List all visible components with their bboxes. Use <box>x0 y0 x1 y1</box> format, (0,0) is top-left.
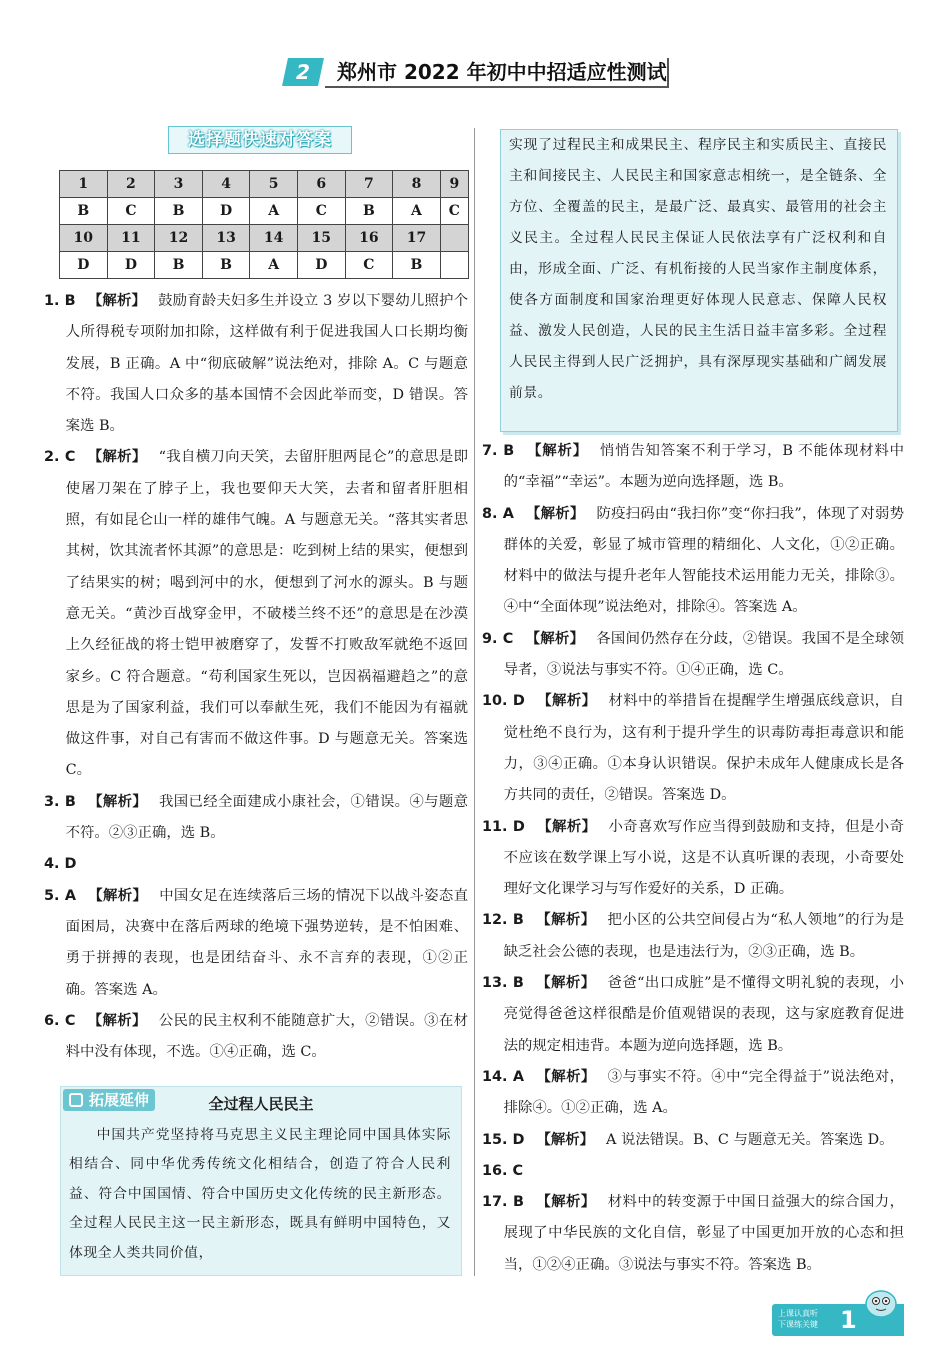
answer-cell: B <box>393 252 441 279</box>
question-number: 2. C <box>44 449 76 466</box>
answer-cell: 15 <box>297 225 345 252</box>
analysis-tag: 【解析】 <box>536 818 597 835</box>
answer-cell: B <box>155 198 203 225</box>
answer-cell <box>440 252 468 279</box>
answer-cell: D <box>202 198 250 225</box>
analysis-tag: 【解析】 <box>525 505 585 522</box>
answer-explanation <box>44 286 468 442</box>
answer-cell: B <box>345 198 393 225</box>
column-divider <box>474 128 475 1276</box>
explanation-text: 把小区的公共空间侵占为“私人领地”的行为是缺乏社会公德的表现，也是违法行为，②③正确，选 B。 <box>503 912 904 960</box>
answer-explanation <box>44 1006 468 1069</box>
analysis-tag: 【解析】 <box>526 443 588 459</box>
explanation-text: 防疫扫码由“我扫你”变“你扫我”，体现了对弱势群体的关爱，彰显了城市管理的精细化、人文化，①②正确。材料中的做法与提升老年人智能技术运用能力无关，排除③。④中“全面体现”说法绝对，排除④。答案选 A。 <box>503 505 904 616</box>
question-number: 9. C <box>482 630 514 647</box>
question-number: 5. A <box>44 887 76 904</box>
explanation-text: ③与事实不符。④中“完全得益于”说法绝对，排除④。①②正确，选 A。 <box>503 1068 904 1117</box>
footer-slogan <box>778 1308 818 1330</box>
section-number: 2 <box>282 58 324 86</box>
footer-line-2: 下课练关键 <box>778 1320 818 1329</box>
header-edge <box>667 58 669 88</box>
answer-explanation <box>44 787 468 850</box>
analysis-tag: 【解析】 <box>536 693 597 710</box>
answer-cell: C <box>440 198 468 225</box>
answer-letter-row <box>60 198 469 225</box>
answer-table <box>59 170 469 279</box>
extension-box <box>60 1086 462 1276</box>
mascot-icon <box>862 1284 900 1320</box>
answer-cell: 16 <box>345 225 393 252</box>
analysis-tag: 【解析】 <box>87 293 147 309</box>
page-number: 1 <box>840 1306 857 1334</box>
question-number: 4. D <box>44 856 77 873</box>
answer-cell: 11 <box>107 225 155 252</box>
answer-cell: 2 <box>107 171 155 198</box>
answer-cell: 14 <box>250 225 298 252</box>
answer-cell: C <box>107 198 155 225</box>
answer-cell: C <box>345 252 393 279</box>
answer-cell <box>440 225 468 252</box>
answer-explanation <box>482 968 904 1062</box>
extension-title: 全过程人民民主 <box>208 1095 314 1113</box>
answer-cell: A <box>250 198 298 225</box>
answer-explanation <box>482 1187 904 1281</box>
explanation-text: 材料中的举措旨在提醒学生增强底线意识，自觉杜绝不良行为，这有利于提升学生的识毒防毒拒毒意识和能力，③④正确。①本身认识错误。保护未成年人健康成长是各方共同的责任，②错误。答案选 D。 <box>503 693 904 804</box>
question-number: 10. D <box>482 693 525 710</box>
page-header <box>285 58 669 88</box>
answer-cell: D <box>60 252 108 279</box>
answer-explanation <box>482 812 904 906</box>
extension-tag-label: 拓展延伸 <box>89 1091 150 1109</box>
explanation-text: 小奇喜欢写作应当得到鼓励和支持，但是小奇不应该在数学课上写小说，这是不认真听课的表现，小奇要处理好文化课学习与写作爱好的关系，D 正确。 <box>503 818 904 898</box>
question-number: 1. B <box>44 293 76 309</box>
analysis-tag: 【解析】 <box>536 1131 595 1148</box>
left-column <box>44 286 468 1068</box>
answer-number-row <box>60 225 469 252</box>
answer-cell: B <box>202 252 250 279</box>
question-number: 15. D <box>482 1131 525 1148</box>
explanation-text: 中国女足在连续落后三场的情况下以战斗姿态直面困局，决赛中在落后两球的绝境下强势逆转，是不怕困难、勇于拼搏的表现，也是团结奋斗、永不言弃的表现，①②正确。答案选 A。 <box>65 887 468 998</box>
answer-explanation <box>44 849 468 880</box>
answer-cell: A <box>250 252 298 279</box>
analysis-tag: 【解析】 <box>87 1012 147 1029</box>
extension-continued-box <box>500 129 898 432</box>
question-number: 13. B <box>482 975 524 992</box>
answer-explanation <box>482 905 904 968</box>
answer-explanation <box>44 881 468 1006</box>
analysis-tag: 【解析】 <box>87 449 147 466</box>
explanation-text: 我国已经全面建成小康社会，①错误。④与题意不符。②③正确，选 B。 <box>65 793 468 842</box>
answer-cell: 7 <box>345 171 393 198</box>
answer-cell: 5 <box>250 171 298 198</box>
explanation-text: 各国间仍然存在分歧，②错误。我国不是全球领导者，③说法与事实不符。①④正确，选 C。 <box>503 630 904 679</box>
answer-cell: D <box>107 252 155 279</box>
answer-cell: 4 <box>202 171 250 198</box>
explanation-text: 悄悄告知答案不利于学习，B 不能体现材料中的“幸福”“幸运”。本题为逆向选择题，选 B。 <box>503 443 904 491</box>
answer-cell: 10 <box>60 225 108 252</box>
answer-explanation <box>482 436 904 499</box>
right-column <box>482 436 904 1281</box>
answer-explanation <box>482 1062 904 1125</box>
question-number: 17. B <box>482 1194 524 1211</box>
page-title: 郑州市 2022 年初中中招适应性测试 <box>337 60 667 84</box>
analysis-tag: 【解析】 <box>535 1194 596 1211</box>
answer-explanation <box>44 442 468 786</box>
explanation-text: 公民的民主权利不能随意扩大，②错误。③在材料中没有体现，不选。①④正确，选 C。 <box>65 1012 468 1061</box>
answer-letter-row <box>60 252 469 279</box>
question-number: 11. D <box>482 818 525 835</box>
answer-number-row <box>60 171 469 198</box>
analysis-tag: 【解析】 <box>535 912 596 929</box>
header-underline <box>325 86 669 88</box>
answer-explanation <box>482 499 904 624</box>
answer-cell: 6 <box>297 171 345 198</box>
question-number: 8. A <box>482 505 514 522</box>
answer-cell: 12 <box>155 225 203 252</box>
answer-cell: A <box>393 198 441 225</box>
extension-text: 中国共产党坚持将马克思主义民主理论同中国具体实际相结合、同中华优秀传统文化相结合，创造了符合人民利益、符合中国国情、符合中国历史文化传统的民主新形态。全过程人民民主这一民主新形态，既具有鲜明中国特色，又体现全人类共同价值， <box>69 1127 451 1261</box>
answer-cell: 13 <box>202 225 250 252</box>
explanation-text: A 说法错误。B、C 与题意无关。答案选 D。 <box>606 1131 894 1148</box>
explanation-text: 爸爸“出口成脏”是不懂得文明礼貌的表现，小亮觉得爸爸这样很酷是价值观错误的表现，这与家庭教育促进法的规定相违背。本题为逆向选择题，选 B。 <box>503 975 904 1054</box>
answer-explanation <box>482 624 904 687</box>
answer-cell: C <box>297 198 345 225</box>
answer-cell: 17 <box>393 225 441 252</box>
answer-explanation <box>482 1156 904 1187</box>
answer-explanation <box>482 686 904 811</box>
answer-cell: B <box>155 252 203 279</box>
answer-cell: D <box>297 252 345 279</box>
answer-cell: 3 <box>155 171 203 198</box>
question-number: 16. C <box>482 1162 524 1179</box>
explanation-text: 材料中的转变源于中国日益强大的综合国力，展现了中华民族的文化自信，彰显了中国更加开放的心态和担当，①②④正确。③说法与事实不符。答案选 B。 <box>503 1194 904 1273</box>
explanation-text: “我自横刀向天笑，去留肝胆两昆仑”的意思是即使屠刀架在了脖子上，我也要仰天大笑，去者和留者肝胆相照，有如昆仑山一样的雄伟气魄。A 与题意无关。“落其实者思其树，饮其流者怀其源”的意思是：吃到树上结的果实，便想到了结果实的树；喝到河中的水，便想到了河水的源头。B 与题意无关。“黄沙百战穿金甲，不破楼兰终不还”的意思是在沙漠上久经征战的将士铠甲被磨穿了，发誓不打败敌军就绝不返回家乡。C 符合题意。“苟利国家生死以，岂因祸福避趋之”的意思是为了国家利益，我们可以奉献生死，我们不能因为有福就做这件事，对自己有害而不做这件事。D 与题意无关。答案选 C。 <box>65 449 468 779</box>
answer-cell: 1 <box>60 171 108 198</box>
answer-cell: 9 <box>440 171 468 198</box>
answer-cell: B <box>60 198 108 225</box>
analysis-tag: 【解析】 <box>535 975 596 992</box>
answer-explanation <box>482 1125 904 1156</box>
analysis-tag: 【解析】 <box>87 793 148 810</box>
question-number: 6. C <box>44 1012 76 1029</box>
question-number: 3. B <box>44 793 76 810</box>
footer-line-1: 上课认真听 <box>778 1309 818 1318</box>
analysis-tag: 【解析】 <box>525 630 585 647</box>
quick-answers-title: 选择题快速对答案 <box>168 126 352 154</box>
explanation-text: 鼓励育龄夫妇多生并设立 3 岁以下婴幼儿照护个人所得税专项附加扣除，这样做有利于促进我国人口长期均衡发展，B 正确。A 中“彻底破解”说法绝对，排除 A。C 与题意不符。我国人口众多的基本国情不会因此举而变，D 错误。答案选 B。 <box>65 293 468 435</box>
question-number: 7. B <box>482 443 515 459</box>
analysis-tag: 【解析】 <box>536 1068 596 1085</box>
extension-continued-text: 实现了过程民主和成果民主、程序民主和实质民主、直接民主和间接民主、人民民主和国家意志相统一，是全链条、全方位、全覆盖的民主，是最广泛、最真实、最管用的社会主义民主。全过程人民民主保证人民依法享有广泛权利和自由，形成全面、广泛、有机衔接的人民当家作主制度体系，使各方面制度和国家治理更好体现人民意志、保障人民权益、激发人民创造，人民的民主生活日益丰富多彩。全过程人民民主得到人民广泛拥护，具有深厚现实基础和广阔发展前景。 <box>509 137 887 401</box>
answer-cell: 8 <box>393 171 441 198</box>
question-number: 14. A <box>482 1068 525 1085</box>
question-number: 12. B <box>482 912 524 929</box>
analysis-tag: 【解析】 <box>87 887 148 904</box>
